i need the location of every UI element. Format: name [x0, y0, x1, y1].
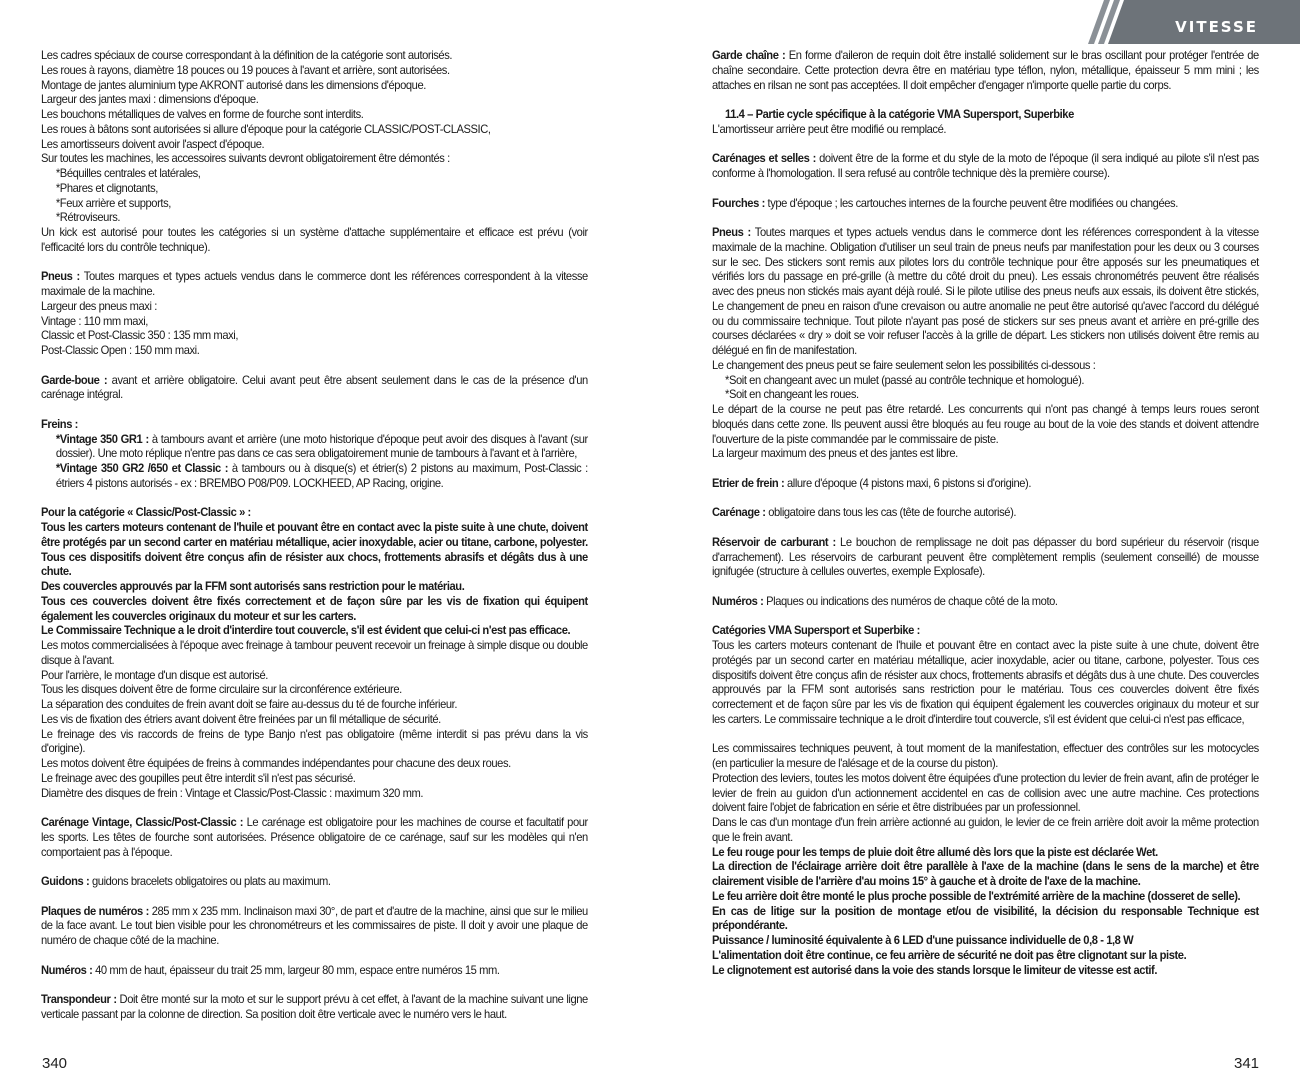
term-label: Carénage Vintage, Classic/Post-Classic :: [41, 815, 244, 829]
subsection-heading: 11.4 – Partie cycle spécifique à la catégorie VMA Supersport, Superbike: [725, 107, 1074, 121]
text-paragraph: [41, 874, 588, 889]
term-text: 40 mm de haut, épaisseur du trait 25 mm, largeur 80 mm, espace entre numéros 15 mm.: [95, 962, 500, 977]
text-paragraph: [41, 269, 588, 299]
text-paragraph: [712, 505, 1259, 520]
list-item: *Rétroviseurs.: [55, 210, 121, 225]
text-paragraph: [712, 225, 1259, 358]
text-line: Post-Classic Open : 150 mm maxi.: [41, 343, 200, 357]
term-text: à tambours avant et arrière (une moto historique d'époque peut avoir des disques à l'avant (sur dossier). Une moto réplique n'entre pas dans ce cas sera obligatoirement munie de tambours à l'avant et à l'arrière,: [55, 431, 588, 461]
term-text: Toutes marques et types actuels vendus dans le commerce dont les références correspondent à la vitesse maximale de la machine. Obligation d'utiliser un seul train de pneus neufs par manifestation pour les deux ou 3 courses sur le sec. Des stickers sont remis aux pilotes lors du contrôle technique pour être apposés sur les pneumatiques et vérifiés lors du passage en pré-grille (à mettre du côté droit du pneu). Les essais chronométrés peuvent être réalisés avec des pneus non stickés mais ayant déjà roulé. Si le pilote utilise des pneus neufs aux essais, ils doivent être stickés, Le changement de pneu en raison d'une crevaison ou autre anomalie ne peut être autorisé qu'avec l'accord du délégué ou du commissaire technique. Tout pilote n'ayant pas posé de stickers sur ses pneus avant et arrière en pré-grille des courses déclarées « dry » doit se voir refuser l'accès à la grille de départ. Les stickers non utilisés doivent être remis au délégué en fin de manifestation.: [712, 225, 1259, 357]
term-text: obligatoire dans tous les cas (tête de fourche autorisé).: [768, 505, 1017, 520]
term-text: Toutes marques et types actuels vendus dans le commerce dont les références correspondent à la vitesse maximale de la machine.: [41, 269, 588, 298]
term-label: Etrier de frein :: [712, 475, 785, 490]
text-line: Les amortisseurs doivent avoir l'aspect d'époque.: [41, 136, 265, 151]
text-paragraph: [41, 432, 588, 462]
text-paragraph: Tous les carters moteurs contenant de l'huile et pouvant être en contact avec la piste suite à une chute, doivent être protégés par un second carter en matériau métallique, acier inoxydable, acier ou titane, carbone, polyester. Tous ces dispositifs doivent être conçus afin de résister aux chocs, frottements abrasifs et dégâts dus à une chute. Des couvercles approuvés par la FFM sont autorisés sans restriction pour le matériau. Tous ces couvercles doivent être fixés correctement et de façon sûre par les vis de fixation qui équipent également les couvercles originaux du moteur et sur les carters. Le commissaire technique a le droit d'interdire tout couvercle, s'il est évident que celui-ci n'est pas efficace,: [712, 638, 1259, 726]
text-paragraph: Un kick est autorisé pour toutes les catégories si un système d'attache supplémentaire et efficace est prévu (voir l'efficacité lors du contrôle technique).: [41, 225, 588, 254]
bold-paragraph: [712, 963, 1259, 978]
text-line: Montage de jantes aluminium type AKRONT autorisé dans les dimensions d'époque.: [41, 77, 426, 92]
term-label: Freins :: [41, 416, 78, 431]
text-line: Diamètre des disques de frein : Vintage et Classic/Post-Classic : maximum 320 mm.: [41, 785, 424, 800]
term-label: Transpondeur :: [41, 992, 117, 1006]
page-number-right: 341: [1234, 1055, 1260, 1072]
list-item: *Phares et clignotants,: [55, 180, 158, 195]
text-line: Vintage : 110 mm maxi,: [41, 313, 148, 328]
term-label: Fourches :: [712, 195, 765, 210]
text-line: Les motos doivent être équipées de freins à commandes indépendantes pour chacune des deux roues.: [41, 756, 511, 770]
term-text: guidons bracelets obligatoires ou plats au maximum.: [92, 874, 331, 888]
text-paragraph: Le départ de la course ne peut pas être retardé. Les concurrents qui n'ont pas changé à temps leurs roues seront bloqués dans cette zone. Ils peuvent aussi être bloqués au feu rouge au bout de la voie des stands et doivent attendre l'ouverture de la piste commandée par le commissaire de piste.: [712, 402, 1259, 446]
bold-text: Puissance / luminosité équivalente à 6 LED d'une puissance individuelle de 0,8 - 1,8 W: [712, 933, 1134, 947]
section-title: VITESSE: [1175, 18, 1258, 36]
text-line: Les bouchons métalliques de valves en forme de fourche sont interdits.: [41, 107, 364, 121]
bold-text: Tous ces couvercles doivent être fixés correctement et de façon sûre par les vis de fixation qui équipent également les couvercles originaux du moteur et sur les carters.: [41, 593, 588, 623]
text-paragraph: [712, 48, 1259, 92]
term-label: Numéros :: [41, 962, 93, 977]
bold-text: Tous les carters moteurs contenant de l'huile et pouvant être en contact avec la piste suite à une chute, doivent être protégés par un second carter en matériau métallique, acier inoxydable, acier ou titane, carbone, polyester. Tous ces dispositifs doivent être conçus afin de résister aux chocs, frottements abrasifs et dégâts dus à une chute.: [41, 520, 588, 579]
text-paragraph: [712, 594, 1259, 609]
list-item: *Feux arrière et supports,: [55, 195, 171, 210]
text-paragraph: [41, 992, 588, 1022]
text-paragraph: [41, 461, 588, 491]
bold-text: En cas de litige sur la position de montage et/ou de visibilité, la décision du responsable Technique est prépondérante.: [712, 903, 1259, 933]
term-text: Plaques ou indications des numéros de chaque côté de la moto.: [766, 593, 1058, 608]
text-paragraph: [712, 535, 1259, 579]
bold-paragraph: [712, 948, 1259, 963]
text-paragraph: [41, 904, 588, 948]
term-text: En forme d'aileron de requin doit être installé solidement sur le bras oscillant pour protéger l'entrée de chaîne secondaire. Cette protection devra être en matériau type téflon, nylon, métallique, épaisseur 5 mm mini ; les attaches en rilsan ne sont pas acceptées. Il doit empêcher d'engager n'importe quelle partie du corps.: [712, 48, 1259, 92]
text-line: Sur toutes les machines, les accessoires suivants devront obligatoirement être démontés :: [41, 151, 450, 166]
term-text: Le bouchon de remplissage ne doit pas dépasser du bord supérieur du réservoir (risque d'arrachement). Les réservoirs de carburant peuvent être complètement remplis (seulement conseillé) de mousse ignifugée (structure à cellules ouvertes, exemple Explosafe).: [712, 534, 1259, 579]
left-page-text: [41, 48, 588, 1022]
text-paragraph: Dans le cas d'un montage d'un frein arrière actionné au guidon, le levier de ce frein arrière doit avoir la même protection que le frein avant.: [712, 815, 1259, 844]
bold-paragraph: [712, 859, 1259, 889]
right-page: [712, 48, 1259, 977]
term-label: *Vintage 350 GR2 /650 et Classic :: [55, 461, 229, 475]
text-paragraph: [41, 373, 588, 403]
text-line: Tous les disques doivent être de forme circulaire sur la circonférence extérieure.: [41, 682, 402, 697]
bold-paragraph: [41, 520, 588, 579]
term-label: Carénages et selles :: [712, 151, 816, 166]
bold-paragraph: [41, 594, 588, 624]
term-text: Le carénage est obligatoire pour les machines de course et facultatif pour les sports. Les têtes de fourche sont autorisées. Présence obligatoire de ce carénage, sauf sur les modèles qui n'en comportaient pas à l'époque.: [41, 815, 588, 859]
text-paragraph: Protection des leviers, toutes les motos doivent être équipées d'une protection du levier de frein avant, afin de protéger le levier de frein au guidon d'un actionnement accidentel en cas de collision avec une autre machine. Ces protections doivent faire l'objet de fabrication en série et être distribuées par un professionnel.: [712, 770, 1259, 815]
term-label: Guidons :: [41, 874, 90, 888]
bold-paragraph: [712, 889, 1259, 904]
bold-paragraph: [712, 904, 1259, 934]
text-paragraph: [712, 476, 1259, 491]
bold-text: Le clignotement est autorisé dans la voie des stands lorsque le limiteur de vitesse est actif.: [712, 962, 1158, 977]
term-label: Pneus :: [41, 269, 80, 284]
list-item: *Soit en changeant avec un mulet (passé au contrôle technique et homologué).: [725, 372, 1085, 387]
bold-text: Le feu arrière doit être monté le plus proche possible de l'extrémité arrière de la machine (dosseret de selle).: [712, 888, 1241, 903]
term-text: à tambours ou à disque(s) et étrier(s) 2 pistons au maximum, Post-Classic : étriers 4 pistons autorisés - ex : BREMBO P08/P09. LOCKHEED, AP Racing, origine.: [55, 461, 588, 490]
term-label: Plaques de numéros :: [41, 903, 149, 918]
term-label: Garde-boue :: [41, 372, 108, 387]
term-label: Pneus :: [712, 225, 751, 239]
section-heading: [712, 623, 1259, 638]
text-line: Les roues à bâtons sont autorisées si allure d'époque pour la catégorie CLASSIC/POST-CLASSIC,: [41, 121, 491, 136]
text-paragraph: [712, 196, 1259, 211]
text-line: Classic et Post-Classic 350 : 135 mm maxi,: [41, 328, 239, 343]
term-label: Réservoir de carburant :: [712, 534, 836, 549]
bold-text: Le feu rouge pour les temps de pluie doit être allumé dès lors que la piste est déclarée Wet.: [712, 844, 1158, 859]
text-line: Largeur des pneus maxi :: [41, 298, 157, 313]
term-label: Pour la catégorie « Classic/Post-Classic » :: [41, 505, 251, 520]
section-heading: [41, 505, 588, 520]
term-label: Numéros :: [712, 593, 764, 608]
bold-text: L'alimentation doit être continue, ce feu arrière de sécurité ne doit pas être clignotant sur la piste.: [712, 947, 1187, 962]
term-text: Doit être monté sur la moto et sur le support prévu à cet effet, à l'avant de la machine suivant une ligne verticale passant par la colonne de direction. Sa position doit être verticale avec le numéro vers le haut.: [41, 992, 588, 1021]
bold-text: La direction de l'éclairage arrière doit être parallèle à l'axe de la machine (dans le sens de la marche) et être clairement visible de l'arrière d'au moins 15° à gauche et à droite de l'axe de la machine.: [712, 859, 1259, 888]
text-line: Le freinage avec des goupilles peut être interdit s'il n'est pas sécurisé.: [41, 770, 356, 785]
term-label: Catégories VMA Supersport et Superbike :: [712, 623, 920, 638]
bold-paragraph: [712, 845, 1259, 860]
text-paragraph: [712, 151, 1259, 181]
term-label: Carénage :: [712, 505, 766, 520]
term-text: 285 mm x 235 mm. Inclinaison maxi 30°, de part et d'autre de la machine, ainsi que sur le milieu de la face avant. Le tout bien visible pour les chronométreurs et les commissaires de piste. Il doit y avoir une plaque de numéro de chaque côté de la machine.: [41, 903, 588, 947]
text-paragraph: Le freinage des vis raccords de freins de type Banjo n'est pas obligatoire (même interdit si pas prévu dans la vis d'origine).: [41, 726, 588, 756]
bold-text: Le Commissaire Technique a le droit d'interdire tout couvercle, s'il est évident que celui-ci n'est pas efficace.: [41, 623, 571, 638]
bold-text: Des couvercles approuvés par la FFM sont autorisés sans restriction pour le matériau.: [41, 579, 465, 593]
text-line: Largeur des jantes maxi : dimensions d'époque.: [41, 92, 259, 107]
term-label: Garde chaîne :: [712, 48, 786, 62]
bold-paragraph: [41, 579, 588, 594]
section-heading: [41, 417, 588, 432]
text-line: Les vis de fixation des étriers avant doivent être freinées par un fil métallique de sécurité.: [41, 711, 441, 726]
text-line: Le changement des pneus peut se faire seulement selon les possibilités ci-dessous :: [712, 357, 1096, 372]
text-paragraph: Les commissaires techniques peuvent, à tout moment de la manifestation, effectuer des contrôles sur les motocycles (en particulier la mesure de l'alésage et de la course du piston).: [712, 741, 1259, 770]
text-line: Les cadres spéciaux de course correspondant à la définition de la catégorie sont autorisés.: [41, 48, 453, 62]
text-line: Les roues à rayons, diamètre 18 pouces ou 19 pouces à l'avant et arrière, sont autorisées.: [41, 62, 450, 77]
left-page: [41, 48, 588, 1022]
list-item: *Béquilles centrales et latérales,: [55, 166, 201, 180]
text-line: La largeur maximum des pneus et des jantes est libre.: [712, 446, 958, 461]
term-text: avant et arrière obligatoire. Celui avant peut être absent seulement dans le cas de la présence d'un carénage intégral.: [41, 372, 588, 402]
term-text: doivent être de la forme et du style de la moto de l'époque (il sera indiqué au pilote s'il n'est pas conforme à l'homologation. Il sera refusé au contrôle technique dès la première course).: [712, 151, 1259, 180]
text-line: L'amortisseur arrière peut être modifié ou remplacé.: [712, 121, 947, 136]
text-paragraph: [41, 963, 588, 978]
list-item: *Soit en changeant les roues.: [725, 387, 859, 402]
bold-paragraph: [41, 623, 588, 638]
bold-paragraph: [712, 933, 1259, 948]
text-line: Pour l'arrière, le montage d'un disque est autorisé.: [41, 667, 268, 682]
page-number-left: 340: [42, 1055, 68, 1072]
term-label: *Vintage 350 GR1 :: [55, 431, 149, 446]
text-paragraph: [41, 815, 588, 859]
right-page-text: [712, 48, 1259, 977]
text-line: La séparation des conduites de frein avant doit se faire au-dessus du té de fourche inférieur.: [41, 697, 458, 711]
text-paragraph: Les motos commercialisées à l'époque avec freinage à tambour peuvent recevoir un freinage à simple disque ou double disque à l'avant.: [41, 638, 588, 667]
term-text: type d'époque ; les cartouches internes de la fourche peuvent être modifiées ou changées.: [767, 195, 1178, 210]
term-text: allure d'époque (4 pistons maxi, 6 pistons si d'origine).: [786, 475, 1032, 490]
